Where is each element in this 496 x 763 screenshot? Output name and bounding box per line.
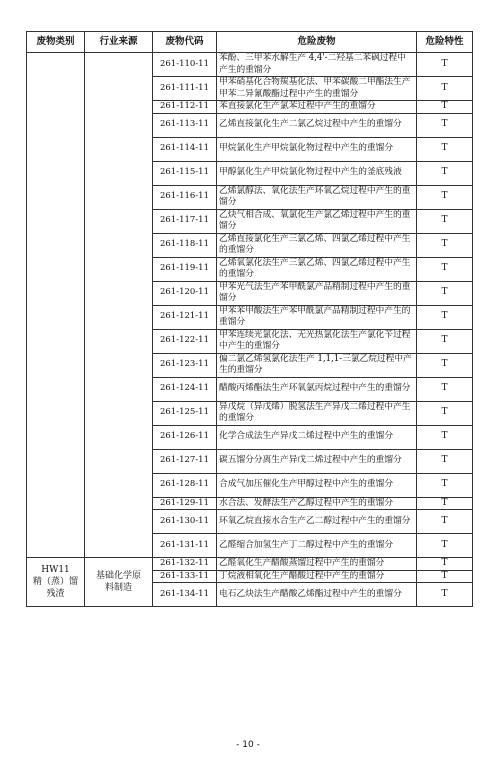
hazard-property-cell: T — [417, 185, 473, 209]
waste-description-cell: 甲苯硝基化合物羰基化法、甲苯碳酸二甲酯法生产甲苯二异氰酸酯过程中产生的重馏分 — [217, 77, 417, 101]
hazard-property-cell: T — [417, 583, 473, 607]
waste-code-cell: 261-116-11 — [153, 185, 217, 209]
hazard-property-cell: T — [417, 305, 473, 329]
waste-description-cell: 乙醛缩合加氢生产丁二醇过程中产生的重馏分 — [217, 534, 417, 558]
waste-code-cell: 261-115-11 — [153, 161, 217, 185]
waste-description-cell: 苯直接氯化生产氯苯过程中产生的重馏分 — [217, 101, 417, 114]
waste-description-cell: 乙烯直接氯化生产三氯乙烯、四氯乙烯过程中产生的重馏分 — [217, 233, 417, 257]
waste-code-cell: 261-111-11 — [153, 77, 217, 101]
hazard-property-cell: T — [417, 401, 473, 425]
waste-description-cell: 甲苯连续光氯化法、无光热氯化法生产氯化苄过程中产生的重馏分 — [217, 329, 417, 353]
hazard-property-cell: T — [417, 113, 473, 137]
waste-code-cell: 261-126-11 — [153, 425, 217, 449]
hazard-property-cell: T — [417, 77, 473, 101]
waste-code-cell: 261-124-11 — [153, 377, 217, 401]
waste-code-cell: 261-128-11 — [153, 473, 217, 497]
waste-code-cell: 261-122-11 — [153, 329, 217, 353]
waste-code-cell: 261-114-11 — [153, 137, 217, 161]
hazard-property-cell: T — [417, 329, 473, 353]
hazard-property-cell: T — [417, 377, 473, 401]
waste-description-cell: 丁烷液相氧化生产醋酸过程中产生的重馏分 — [217, 570, 417, 583]
waste-description-cell: 乙烯直接氯化生产二氯乙烷过程中产生的重馏分 — [217, 113, 417, 137]
waste-description-cell: 苯酚、三甲苯水解生产 4,4'-二羟基二苯砜过程中产生的重馏分 — [217, 53, 417, 77]
page-number: - 10 - — [236, 740, 260, 750]
waste-code-cell: 261-120-11 — [153, 281, 217, 305]
hazard-property-cell: T — [417, 449, 473, 473]
hazard-property-cell: T — [417, 101, 473, 114]
waste-code-cell: 261-127-11 — [153, 449, 217, 473]
waste-code-cell: 261-123-11 — [153, 353, 217, 377]
table-body — [27, 53, 473, 607]
waste-code-cell: 261-121-11 — [153, 305, 217, 329]
waste-description-cell: 乙炔气相合成、氧氯化生产氯乙烯过程中产生的重馏分 — [217, 209, 417, 233]
waste-category-cell: HW11 精（蒸）馏 残渣 — [27, 558, 85, 607]
hazardous-waste-table — [26, 31, 473, 607]
hazard-property-cell: T — [417, 137, 473, 161]
hazard-property-cell: T — [417, 281, 473, 305]
waste-description-cell: 甲醇氯化生产甲烷氯化物过程中产生的釜底残液 — [217, 161, 417, 185]
waste-code-cell: 261-119-11 — [153, 257, 217, 281]
waste-description-cell: 乙烯氧氯化法生产三氯乙烯、四氯乙烯过程中产生的重馏分 — [217, 257, 417, 281]
header-waste-category: 废物类别 — [27, 32, 85, 53]
hazard-property-cell: T — [417, 497, 473, 510]
waste-description-cell: 异戊烷（异戊烯）脱氢法生产异戊二烯过程中产生的重馏分 — [217, 401, 417, 425]
waste-description-cell: 合成气加压催化生产甲醇过程中产生的重馏分 — [217, 473, 417, 497]
waste-code-cell: 261-112-11 — [153, 101, 217, 114]
waste-code-cell: 261-132-11 — [153, 558, 217, 571]
hazard-property-cell: T — [417, 233, 473, 257]
header-industry-source: 行业来源 — [85, 32, 153, 53]
waste-description-cell: 乙醛氧化生产醋酸蒸馏过程中产生的重馏分 — [217, 558, 417, 571]
waste-code-cell: 261-129-11 — [153, 497, 217, 510]
table-row — [27, 53, 473, 77]
waste-description-cell: 甲苯光气法生产苯甲酰氯产品精制过程中产生的重馏分 — [217, 281, 417, 305]
hazard-property-cell: T — [417, 425, 473, 449]
hazard-property-cell: T — [417, 570, 473, 583]
hazard-property-cell: T — [417, 53, 473, 77]
waste-code-cell: 261-125-11 — [153, 401, 217, 425]
category-cell-blank — [27, 53, 85, 558]
table-header-row — [27, 32, 473, 53]
waste-description-cell: 碳五馏分分离生产异戊二烯过程中产生的重馏分 — [217, 449, 417, 473]
waste-code-cell: 261-110-11 — [153, 53, 217, 77]
industry-cell-blank — [85, 53, 153, 558]
hazard-property-cell: T — [417, 558, 473, 571]
waste-description-cell: 甲苯苯甲酸法生产苯甲酰氯产品精制过程中产生的重馏分 — [217, 305, 417, 329]
header-waste-code: 废物代码 — [153, 32, 217, 53]
hazard-property-cell: T — [417, 353, 473, 377]
waste-description-cell: 醋酸丙烯酯法生产环氧氯丙烷过程中产生的重馏分 — [217, 377, 417, 401]
waste-code-cell: 261-133-11 — [153, 570, 217, 583]
waste-description-cell: 乙烯氯醇法、氧化法生产环氧乙烷过程中产生的重馏分 — [217, 185, 417, 209]
table-row — [27, 558, 473, 571]
hazard-property-cell: T — [417, 510, 473, 534]
waste-code-cell: 261-113-11 — [153, 113, 217, 137]
hazard-property-cell: T — [417, 257, 473, 281]
industry-source-cell: 基础化学原 料制造 — [85, 558, 153, 607]
header-hazard-property: 危险特性 — [417, 32, 473, 53]
waste-code-cell: 261-117-11 — [153, 209, 217, 233]
waste-description-cell: 化学合成法生产异戊二烯过程中产生的重馏分 — [217, 425, 417, 449]
waste-description-cell: 甲烷氯化生产甲烷氯化物过程中产生的重馏分 — [217, 137, 417, 161]
waste-description-cell: 偏二氯乙烯氢氯化法生产 1,1,1-三氯乙烷过程中产生的重馏分 — [217, 353, 417, 377]
hazard-property-cell: T — [417, 534, 473, 558]
waste-description-cell: 电石乙炔法生产醋酸乙烯酯过程中产生的重馏分 — [217, 583, 417, 607]
waste-description-cell: 环氧乙烷直接水合生产乙二醇过程中产生的重馏分 — [217, 510, 417, 534]
hazard-property-cell: T — [417, 209, 473, 233]
header-hazardous-waste: 危险废物 — [217, 32, 417, 53]
waste-code-cell: 261-118-11 — [153, 233, 217, 257]
waste-description-cell: 水合法、发酵法生产乙醇过程中产生的重馏分 — [217, 497, 417, 510]
waste-code-cell: 261-130-11 — [153, 510, 217, 534]
waste-code-cell: 261-134-11 — [153, 583, 217, 607]
waste-code-cell: 261-131-11 — [153, 534, 217, 558]
hazard-property-cell: T — [417, 473, 473, 497]
hazard-property-cell: T — [417, 161, 473, 185]
